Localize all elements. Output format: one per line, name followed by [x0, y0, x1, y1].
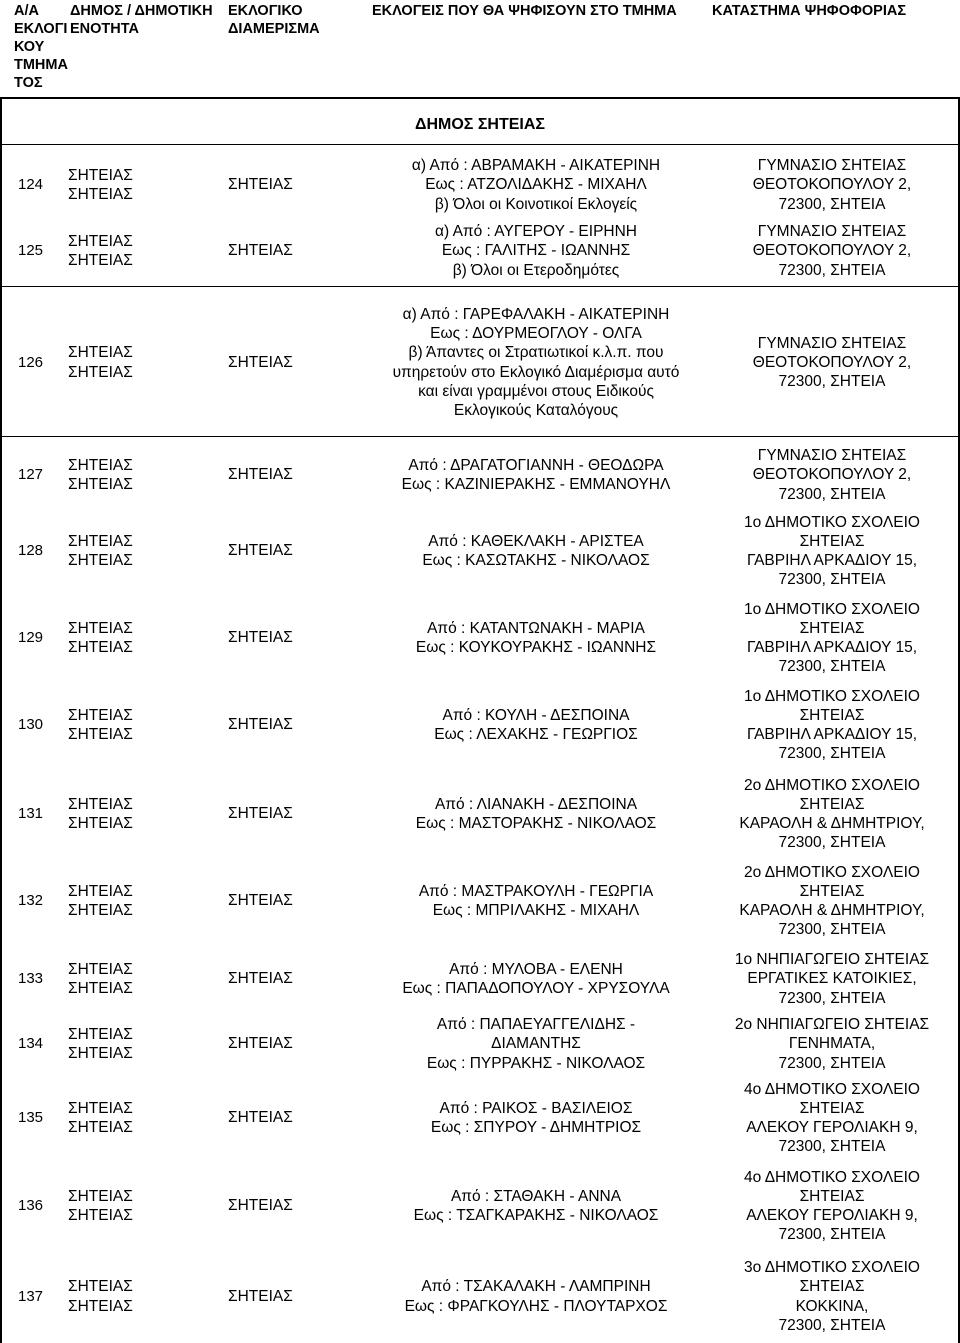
text-line: 1ο ΔΗΜΟΤΙΚΟ ΣΧΟΛΕΙΟ [744, 513, 920, 531]
dimos-cell [68, 858, 178, 944]
table-row [0, 152, 960, 218]
voter-range-cell [360, 440, 712, 510]
text-line: 1ο ΝΗΠΙΑΓΩΓΕΙΟ ΣΗΤΕΙΑΣ [734, 951, 930, 969]
diamerisma-value: ΣΗΤΕΙΑΣ [228, 970, 293, 988]
diamerisma-value: ΣΗΤΕΙΑΣ [228, 542, 293, 560]
section-number [8, 290, 53, 435]
text-line: Από : ΜΥΛΟΒΑ - ΕΛΕΝΗ [449, 960, 623, 978]
diamerisma-value: ΣΗΤΕΙΑΣ [228, 629, 293, 647]
text-line: ΚΑΡΑΟΛΗ & ΔΗΜΗΤΡΙΟΥ, [739, 902, 925, 919]
text-line: ΣΗΤΕΙΑΣ [68, 960, 133, 978]
section-number [8, 152, 53, 218]
text-line: 1ο ΔΗΜΟΤΙΚΟ ΣΧΟΛΕΙΟ [744, 600, 920, 618]
text-line: β) Όλοι οι Ετεροδημότες [452, 261, 620, 279]
row-divider [0, 286, 960, 287]
text-line: 72300, ΣΗΤΕΙΑ [778, 195, 886, 213]
text-line: Από : ΚΑΘΕΚΛΑΚΗ - ΑΡΙΣΤΕΑ [428, 532, 644, 550]
text-line: ΣΗΤΕΙΑΣ [68, 1297, 133, 1315]
text-line: ΘΕΟΤΟΚΟΠΟΥΛΟΥ 2, [752, 353, 912, 371]
text-line: Από : ΤΣΑΚΑΛΑΚΗ - ΛΑΜΠΡΙΝΗ [421, 1278, 651, 1296]
section-number-value: 133 [17, 970, 44, 988]
diamerisma-value: ΣΗΤΕΙΑΣ [228, 1035, 293, 1053]
voter-range-cell [360, 770, 712, 858]
diamerisma-cell [228, 440, 348, 510]
text-line: ΣΗΤΕΙΑΣ [799, 706, 865, 724]
text-line: 2ο ΔΗΜΟΤΙΚΟ ΣΧΟΛΕΙΟ [744, 863, 920, 881]
diamerisma-value: ΣΗΤΕΙΑΣ [228, 242, 293, 260]
section-number [8, 512, 53, 590]
dimos-cell [68, 218, 178, 284]
section-number [8, 1250, 53, 1343]
text-line: ΣΗΤΕΙΑΣ [68, 363, 133, 381]
section-number [8, 595, 53, 681]
text-line: 72300, ΣΗΤΕΙΑ [778, 921, 886, 939]
text-line: Από : ΔΡΑΓΑΤΟΓΙΑΝΝΗ - ΘΕΟΔΩΡΑ [408, 456, 664, 474]
text-line: ΣΗΤΕΙΑΣ [799, 795, 865, 813]
text-line: ΓΕΝΗΜΑΤΑ, [788, 1035, 876, 1053]
text-line: ΣΗΤΕΙΑΣ [799, 882, 865, 900]
voter-range-cell [360, 1160, 712, 1252]
text-line: ΣΗΤΕΙΑΣ [68, 1099, 133, 1117]
section-number [8, 1013, 53, 1075]
polling-station-cell [712, 218, 952, 284]
text-line: ΣΗΤΕΙΑΣ [68, 1278, 133, 1296]
voter-range-cell [360, 512, 712, 590]
diamerisma-value: ΣΗΤΕΙΑΣ [228, 466, 293, 484]
header-dimos [70, 0, 240, 99]
polling-station-cell [712, 440, 952, 510]
voter-range-cell [360, 290, 712, 435]
text-line: Εως : ΚΑΖΙΝΙΕΡΑΚΗΣ - ΕΜΜΑΝΟΥΗΛ [401, 476, 671, 493]
table-row [0, 1013, 960, 1075]
text-line: Εως : ΓΑΛΙΤΗΣ - ΙΩΑΝΝΗΣ [441, 242, 631, 260]
section-number-value: 124 [17, 176, 44, 194]
text-line: ΣΗΤΕΙΑΣ [68, 815, 133, 832]
text-line: ΣΗΤΕΙΑΣ [799, 532, 865, 550]
polling-station-cell [712, 1160, 952, 1252]
polling-station-cell [712, 946, 952, 1012]
text-line: ΣΗΤΕΙΑΣ [68, 902, 133, 919]
header-line: ΚΟΥ [14, 39, 45, 55]
section-number [8, 1160, 53, 1252]
text-line: ΣΗΤΕΙΑΣ [68, 166, 133, 184]
text-line: ΔΙΑΜΑΝΤΗΣ [491, 1035, 581, 1053]
text-line: ΚΑΡΑΟΛΗ & ΔΗΜΗΤΡΙΟΥ, [739, 815, 925, 832]
diamerisma-value: ΣΗΤΕΙΑΣ [228, 1109, 293, 1127]
header-aa [14, 0, 74, 99]
text-line: α) Από : ΑΥΓΕΡΟΥ - ΕΙΡΗΝΗ [435, 223, 637, 241]
text-line: α) Από : ΑΒΡΑΜΑΚΗ - ΑΙΚΑΤΕΡΙΝΗ [411, 157, 661, 175]
text-line: Εως : ΑΤΖΟΛΙΔΑΚΗΣ - ΜΙΧΑΗΛ [425, 176, 647, 194]
voter-range-cell [360, 1078, 712, 1158]
header-line: ΤΜΗΜΑ [14, 57, 68, 73]
text-line: 72300, ΣΗΤΕΙΑ [778, 745, 886, 763]
diamerisma-cell [228, 681, 348, 769]
text-line: ΑΛΕΚΟΥ ΓΕΡΟΛΙΑΚΗ 9, [746, 1207, 918, 1224]
text-line: ΣΗΤΕΙΑΣ [68, 456, 133, 474]
text-line: 72300, ΣΗΤΕΙΑ [778, 571, 886, 589]
text-line: Από : ΠΑΠΑΕΥΑΓΓΕΛΙΔΗΣ - [436, 1016, 636, 1034]
text-line: Εως : ΣΠΥΡΟΥ - ΔΗΜΗΤΡΙΟΣ [430, 1119, 642, 1136]
diamerisma-cell [228, 512, 348, 590]
header-line: ΕΚΛΟΓΙΚΟ [228, 3, 303, 19]
polling-station-cell [712, 1078, 952, 1158]
section-number [8, 1078, 53, 1158]
header-eklogeis [372, 0, 712, 99]
voter-range-cell [360, 681, 712, 769]
section-title: ΔΗΜΟΣ ΣΗΤΕΙΑΣ [414, 116, 546, 133]
text-line: Από : ΚΟΥΛΗ - ΔΕΣΠΟΙΝΑ [442, 706, 630, 724]
section-number [8, 858, 53, 944]
voter-range-cell [360, 218, 712, 284]
polling-station-cell [712, 770, 952, 858]
text-line: ΣΗΤΕΙΑΣ [68, 252, 133, 269]
text-line: ΣΗΤΕΙΑΣ [68, 980, 133, 997]
text-line: Από : ΜΑΣΤΡΑΚΟΥΛΗ - ΓΕΩΡΓΙΑ [418, 882, 654, 900]
text-line: ΣΗΤΕΙΑΣ [799, 1187, 865, 1205]
text-line: 72300, ΣΗΤΕΙΑ [778, 261, 886, 279]
diamerisma-cell [228, 1250, 348, 1343]
text-line: ΣΗΤΕΙΑΣ [799, 1099, 865, 1117]
text-line: Εκλογικούς Καταλόγους [453, 401, 619, 419]
text-line: Εως : ΔΟΥΡΜΕΟΓΛΟΥ - ΟΛΓΑ [430, 325, 642, 343]
section-number [8, 681, 53, 769]
text-line: ΘΕΟΤΟΚΟΠΟΥΛΟΥ 2, [752, 242, 912, 260]
text-line: Από : ΛΙΑΝΑΚΗ - ΔΕΣΠΟΙΝΑ [434, 795, 638, 813]
text-line: ΣΗΤΕΙΑΣ [68, 1025, 133, 1043]
header-line: ΕΝΟΤΗΤΑ [70, 21, 140, 37]
section-number-value: 125 [17, 242, 44, 260]
header-line: Α/Α [14, 3, 39, 19]
section-number-value: 135 [17, 1109, 44, 1127]
table-row [0, 946, 960, 1012]
table-row [0, 1160, 960, 1252]
text-line: ΓΥΜΝΑΣΙΟ ΣΗΤΕΙΑΣ [757, 157, 907, 175]
voter-range-cell [360, 1013, 712, 1075]
header-divider [0, 97, 960, 99]
dimos-cell [68, 1078, 178, 1158]
polling-station-cell [712, 595, 952, 681]
text-line: ΣΗΤΕΙΑΣ [799, 1278, 865, 1296]
section-number-value: 134 [17, 1035, 44, 1053]
diamerisma-cell [228, 595, 348, 681]
table-row [0, 595, 960, 681]
table-row [0, 681, 960, 769]
diamerisma-value: ΣΗΤΕΙΑΣ [228, 805, 293, 823]
voter-range-cell [360, 595, 712, 681]
diamerisma-value: ΣΗΤΕΙΑΣ [228, 353, 293, 371]
text-line: Εως : ΤΣΑΓΚΑΡΑΚΗΣ - ΝΙΚΟΛΑΟΣ [413, 1207, 659, 1224]
header-line: ΕΚΛΟΓΕΙΣ ΠΟΥ ΘΑ ΨΗΦΙΣΟΥΝ ΣΤΟ ΤΜΗΜΑ [372, 3, 677, 19]
table-header [0, 0, 960, 97]
text-line: Εως : ΠΑΠΑΔΟΠΟΥΛΟΥ - ΧΡΥΣΟΥΛΑ [402, 980, 670, 997]
dimos-cell [68, 1013, 178, 1075]
text-line: ΓΥΜΝΑΣΙΟ ΣΗΤΕΙΑΣ [757, 223, 907, 241]
text-line: υπηρετούν στο Εκλογικό Διαμέρισμα αυτό [392, 363, 680, 381]
section-number [8, 946, 53, 1012]
text-line: 72300, ΣΗΤΕΙΑ [778, 1226, 886, 1244]
section-number [8, 440, 53, 510]
polling-station-cell [712, 1013, 952, 1075]
text-line: Από : ΚΑΤΑΝΤΩΝΑΚΗ - ΜΑΡΙΑ [427, 619, 645, 637]
text-line: Εως : ΜΠΡΙΛΑΚΗΣ - ΜΙΧΑΗΛ [432, 902, 640, 919]
text-line: 72300, ΣΗΤΕΙΑ [778, 485, 886, 503]
table-row [0, 1250, 960, 1343]
text-line: ΣΗΤΕΙΑΣ [68, 882, 133, 900]
text-line: 2ο ΔΗΜΟΤΙΚΟ ΣΧΟΛΕΙΟ [744, 776, 920, 794]
table-row [0, 218, 960, 284]
diamerisma-cell [228, 218, 348, 284]
header-line: ΔΗΜΟΣ / ΔΗΜΟΤΙΚΗ [70, 3, 213, 19]
dimos-cell [68, 770, 178, 858]
diamerisma-value: ΣΗΤΕΙΑΣ [228, 1197, 293, 1215]
text-line: Εως : ΠΥΡΡΑΚΗΣ - ΝΙΚΟΛΑΟΣ [426, 1054, 646, 1072]
text-line: ΘΕΟΤΟΚΟΠΟΥΛΟΥ 2, [752, 176, 912, 194]
dimos-cell [68, 946, 178, 1012]
dimos-cell [68, 152, 178, 218]
text-line: ΕΡΓΑΤΙΚΕΣ ΚΑΤΟΙΚΙΕΣ, [747, 970, 917, 988]
section-number-value: 128 [17, 542, 44, 560]
voter-range-cell [360, 152, 712, 218]
text-line: 2ο ΝΗΠΙΑΓΩΓΕΙΟ ΣΗΤΕΙΑΣ [734, 1016, 930, 1034]
section-number-value: 130 [17, 716, 44, 734]
text-line: 72300, ΣΗΤΕΙΑ [778, 989, 886, 1007]
text-line: ΣΗΤΕΙΑΣ [68, 552, 133, 569]
dimos-cell [68, 1160, 178, 1252]
text-line: ΣΗΤΕΙΑΣ [68, 795, 133, 813]
header-line: ΔΙΑΜΕΡΙΣΜΑ [228, 21, 320, 37]
voter-range-cell [360, 858, 712, 944]
polling-station-cell [712, 1250, 952, 1343]
header-katastima [712, 0, 952, 99]
text-line: ΣΗΤΕΙΑΣ [68, 344, 133, 362]
text-line: ΓΑΒΡΙΗΛ ΑΡΚΑΔΙΟΥ 15, [746, 726, 918, 743]
text-line: ΣΗΤΕΙΑΣ [68, 186, 133, 203]
diamerisma-value: ΣΗΤΕΙΑΣ [228, 176, 293, 194]
table-row [0, 1078, 960, 1158]
text-line: Από : ΣΤΑΘΑΚΗ - ΑΝΝΑ [450, 1187, 622, 1205]
diamerisma-cell [228, 946, 348, 1012]
polling-station-cell [712, 512, 952, 590]
text-line: β) Όλοι οι Κοινοτικοί Εκλογείς [434, 195, 638, 213]
table-row [0, 290, 960, 435]
text-line: Εως : ΜΑΣΤΟΡΑΚΗΣ - ΝΙΚΟΛΑΟΣ [415, 815, 657, 832]
text-line: 72300, ΣΗΤΕΙΑ [778, 373, 886, 391]
section-number-value: 136 [17, 1197, 44, 1215]
diamerisma-value: ΣΗΤΕΙΑΣ [228, 892, 293, 910]
text-line: ΣΗΤΕΙΑΣ [799, 619, 865, 637]
polling-station-cell [712, 681, 952, 769]
section-number-value: 137 [17, 1287, 44, 1305]
diamerisma-cell [228, 858, 348, 944]
section-number-value: 126 [17, 353, 44, 371]
text-line: ΓΥΜΝΑΣΙΟ ΣΗΤΕΙΑΣ [757, 334, 907, 352]
table-row [0, 512, 960, 590]
table-row [0, 770, 960, 858]
text-line: ΚΟΚΚΙΝΑ, [795, 1297, 869, 1315]
text-line: ΣΗΤΕΙΑΣ [68, 619, 133, 637]
section-number-value: 129 [17, 629, 44, 647]
text-line: Εως : ΛΕΧΑΚΗΣ - ΓΕΩΡΓΙΟΣ [434, 726, 638, 743]
voter-range-cell [360, 1250, 712, 1343]
section-number [8, 218, 53, 284]
header-diamerisma [228, 0, 358, 99]
dimos-cell [68, 595, 178, 681]
text-line: Εως : ΦΡΑΓΚΟΥΛΗΣ - ΠΛΟΥΤΑΡΧΟΣ [404, 1297, 668, 1315]
text-line: 4ο ΔΗΜΟΤΙΚΟ ΣΧΟΛΕΙΟ [744, 1168, 920, 1186]
text-line: β) Άπαντες οι Στρατιωτικοί κ.λ.π. που [408, 344, 664, 362]
text-line: και είναι γραμμένοι στους Ειδικούς [418, 382, 654, 400]
text-line: ΓΥΜΝΑΣΙΟ ΣΗΤΕΙΑΣ [757, 447, 907, 465]
dimos-cell [68, 440, 178, 510]
dimos-cell [68, 512, 178, 590]
diamerisma-cell [228, 152, 348, 218]
voter-range-cell [360, 946, 712, 1012]
header-line: ΤΟΣ [14, 75, 43, 91]
text-line: ΣΗΤΕΙΑΣ [68, 1187, 133, 1205]
diamerisma-value: ΣΗΤΕΙΑΣ [228, 1287, 293, 1305]
text-line: ΣΗΤΕΙΑΣ [68, 1045, 133, 1062]
text-line: ΓΑΒΡΙΗΛ ΑΡΚΑΔΙΟΥ 15, [746, 552, 918, 569]
section-number-value: 132 [17, 892, 44, 910]
row-divider [0, 436, 960, 437]
table-row [0, 858, 960, 944]
text-line: 1ο ΔΗΜΟΤΙΚΟ ΣΧΟΛΕΙΟ [744, 687, 920, 705]
text-line: ΣΗΤΕΙΑΣ [68, 476, 133, 493]
table-row [0, 440, 960, 510]
text-line: 72300, ΣΗΤΕΙΑ [778, 1138, 886, 1156]
text-line: ΣΗΤΕΙΑΣ [68, 1119, 133, 1136]
text-line: ΣΗΤΕΙΑΣ [68, 726, 133, 743]
text-line: 72300, ΣΗΤΕΙΑ [778, 1054, 886, 1072]
text-line: ΣΗΤΕΙΑΣ [68, 706, 133, 724]
diamerisma-cell [228, 1013, 348, 1075]
text-line: 72300, ΣΗΤΕΙΑ [778, 834, 886, 852]
dimos-cell [68, 681, 178, 769]
dimos-cell [68, 290, 178, 435]
diamerisma-cell [228, 1078, 348, 1158]
text-line: Εως : ΚΑΣΩΤΑΚΗΣ - ΝΙΚΟΛΑΟΣ [422, 552, 650, 569]
diamerisma-value: ΣΗΤΕΙΑΣ [228, 716, 293, 734]
text-line: ΣΗΤΕΙΑΣ [68, 1207, 133, 1224]
diamerisma-cell [228, 770, 348, 858]
diamerisma-cell [228, 290, 348, 435]
text-line: 4ο ΔΗΜΟΤΙΚΟ ΣΧΟΛΕΙΟ [744, 1080, 920, 1098]
text-line: 72300, ΣΗΤΕΙΑ [778, 658, 886, 676]
text-line: ΣΗΤΕΙΑΣ [68, 639, 133, 656]
section-number-value: 131 [17, 805, 44, 823]
text-line: ΑΛΕΚΟΥ ΓΕΡΟΛΙΑΚΗ 9, [746, 1119, 918, 1136]
dimos-cell [68, 1250, 178, 1343]
header-line: ΚΑΤΑΣΤΗΜΑ ΨΗΦΟΦΟΡΙΑΣ [712, 3, 907, 19]
text-line: ΣΗΤΕΙΑΣ [68, 532, 133, 550]
section-number-value: 127 [17, 466, 44, 484]
header-line: ΕΚΛΟΓΙ [14, 21, 68, 37]
text-line: α) Από : ΓΑΡΕΦΑΛΑΚΗ - ΑΙΚΑΤΕΡΙΝΗ [402, 305, 670, 323]
text-line: ΓΑΒΡΙΗΛ ΑΡΚΑΔΙΟΥ 15, [746, 639, 918, 656]
polling-station-cell [712, 290, 952, 435]
text-line: ΣΗΤΕΙΑΣ [68, 232, 133, 250]
text-line: Εως : ΚΟΥΚΟΥΡΑΚΗΣ - ΙΩΑΝΝΗΣ [415, 639, 657, 656]
polling-station-cell [712, 858, 952, 944]
polling-station-cell [712, 152, 952, 218]
text-line: ΘΕΟΤΟΚΟΠΟΥΛΟΥ 2, [752, 466, 912, 484]
section-number [8, 770, 53, 858]
text-line: 3ο ΔΗΜΟΤΙΚΟ ΣΧΟΛΕΙΟ [744, 1259, 920, 1277]
section-divider [0, 144, 960, 145]
text-line: Από : ΡΑΙΚΟΣ - ΒΑΣΙΛΕΙΟΣ [439, 1099, 633, 1117]
diamerisma-cell [228, 1160, 348, 1252]
text-line: 72300, ΣΗΤΕΙΑ [778, 1316, 886, 1334]
